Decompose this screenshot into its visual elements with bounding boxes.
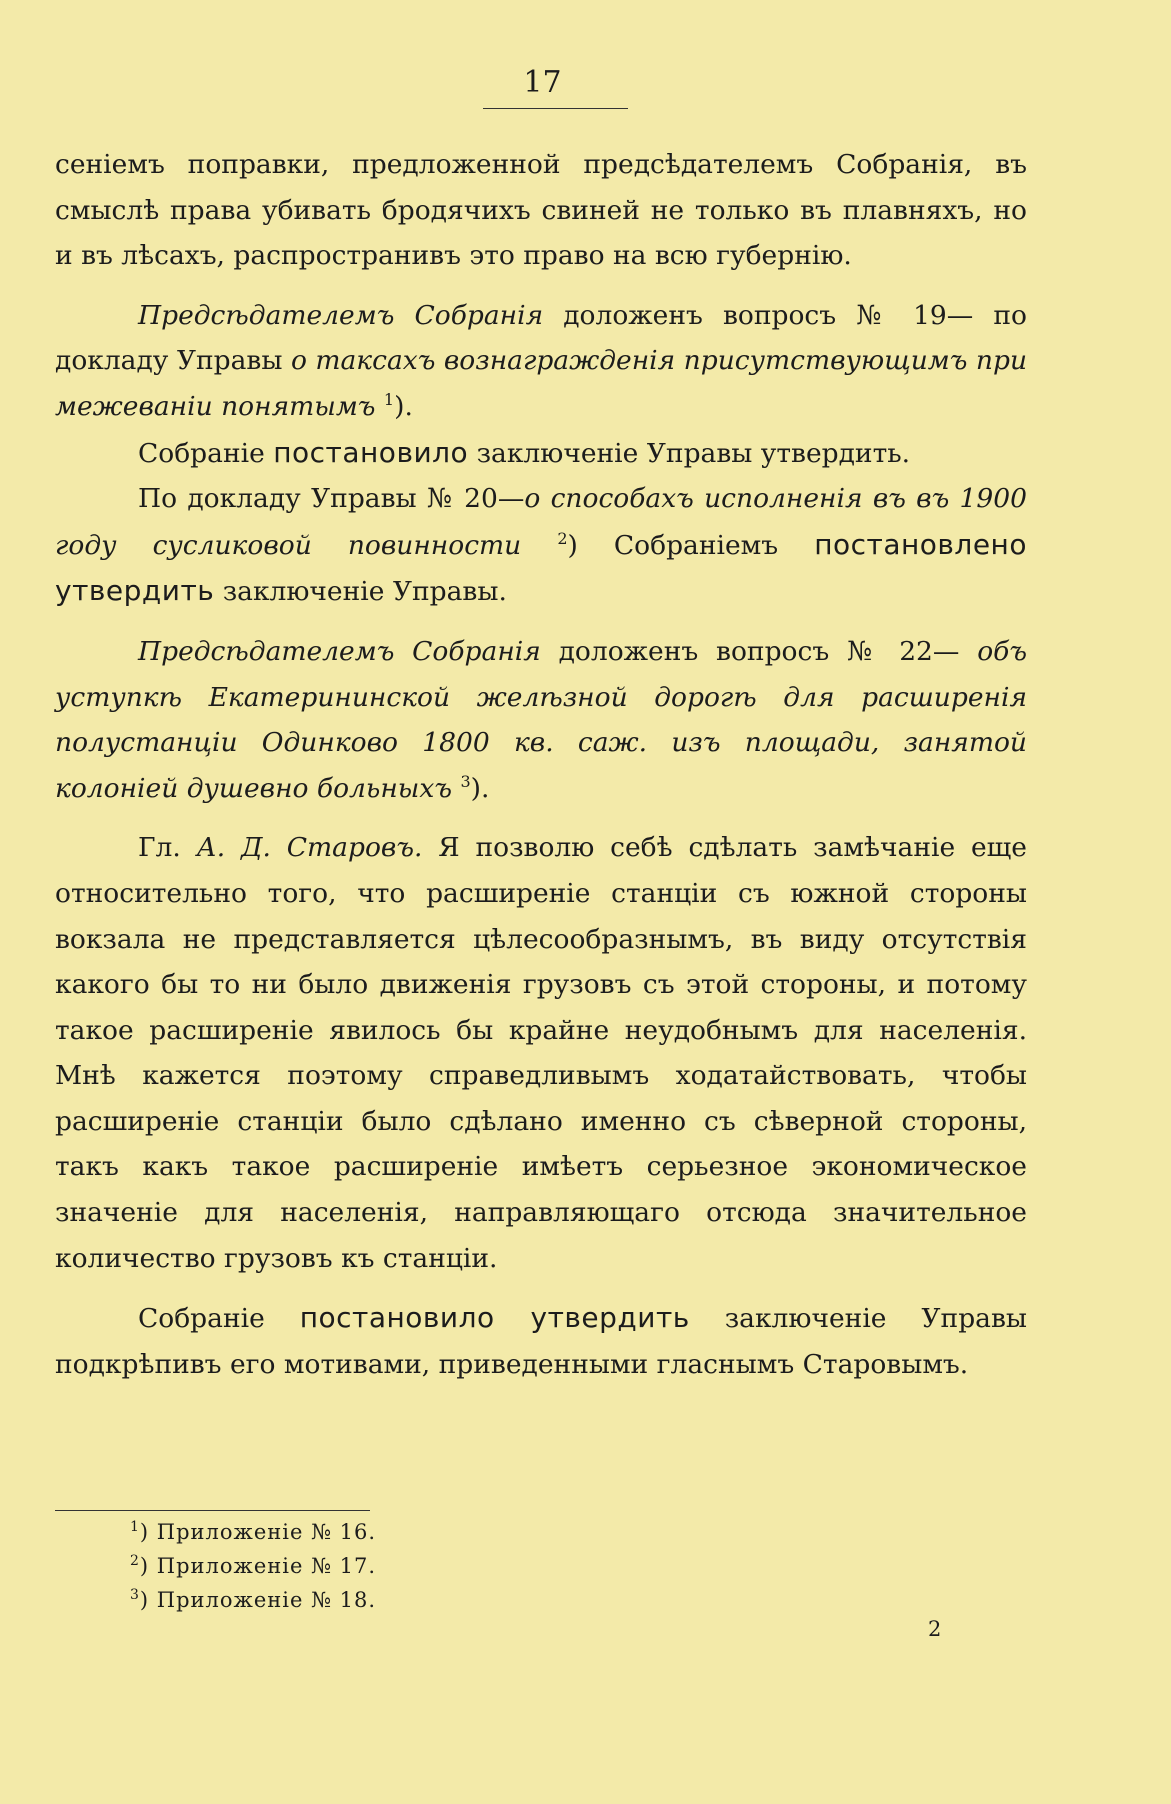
footnote-3 [130,1583,376,1617]
resolution-keyword: постановило [273,435,469,469]
paragraph-2-end: ). [394,390,413,422]
speech-text: Я позволю себѣ сдѣлать замѣчаніе еще относительно того, что расширеніе станціи съ южной стороны вокзала не представляется цѣлесообразнымъ, въ виду отсутствія какого бы то ни было движенія грузовъ съ этой стороны, и потому такое расширеніе явилось бы крайне неудобнымъ для населенія. Мнѣ кажется поэтому справедливымъ ходатайствовать, чтобы расширеніе станціи было сдѣлано именно съ сѣверной стороны, такъ какъ такое расширеніе имѣетъ серьезное экономическое значеніе для населенія, направляющаго отсюда значительное количество грузовъ къ станціи. [55,832,1027,1274]
page-number: 17 [523,65,562,100]
footnote-ref-1: 1 [383,389,395,409]
footnote-ref-2: 2 [557,528,568,548]
paragraph-3 [55,430,1027,477]
speaker-prefix: Гл. [138,832,197,864]
final-resolution-prefix: Собраніе [138,1303,300,1335]
question-22-text: доложенъ вопросъ № 22— [540,635,978,667]
footnote-2 [130,1549,376,1583]
footnote-3-text: ) Приложеніе № 18. [139,1588,377,1612]
paragraph-1 [55,142,1027,279]
speaker-name: А. Д. Старовъ. [196,832,423,864]
footnote-1 [130,1515,376,1549]
chairman-phrase-2: Предсѣдателемъ Собранія [138,635,541,667]
resolution-suffix: заключеніе Управы утвердить. [468,437,911,469]
paragraph-1-text: сеніемъ поправки, предложенной предсѣдателемъ Собранія, въ смыслѣ права убивать бродячихъ свиней не только въ плавняхъ, но и въ лѣсахъ, распространивъ это право на всю губернію. [55,149,1027,272]
report-20-middle: ) Собраніемъ [567,529,815,561]
footnote-2-text: ) Приложеніе № 17. [139,1554,377,1578]
paragraph-5 [55,629,1027,811]
question-19-title: о таксахъ вознагражденія присутствующимъ при межеваніи понятымъ [55,345,1028,422]
footnote-2-mark: 2 [130,1553,140,1569]
report-20-keyword: постановлено утвердить [55,527,1027,608]
footnote-1-mark: 1 [130,1519,140,1535]
paragraph-6 [55,825,1027,1281]
paragraph-7 [55,1295,1027,1387]
footnote-rule [55,1510,370,1511]
report-20-title: о способахъ исполненія въ въ 1900 году сусликовой повинности [55,483,1027,561]
paragraph-4 [55,476,1027,615]
paragraph-2 [55,293,1027,430]
signature-mark: 2 [928,1617,942,1641]
page-number-rule [483,108,628,109]
footnotes [130,1515,376,1617]
resolution-prefix: Собраніе [138,437,274,469]
body-text [55,142,1027,1387]
final-resolution-suffix: заключеніе Управы подкрѣпивъ его мотивами, приведенными гласнымъ Старовымъ. [55,1303,1027,1380]
chairman-phrase: Предсѣдателемъ Собранія [138,299,544,331]
question-19-text: доложенъ вопросъ № 19— по докладу Управы [55,299,1027,377]
report-20-suffix: заключеніе Управы. [214,576,507,608]
footnote-ref-3: 3 [460,771,471,791]
footnote-3-mark: 3 [130,1587,140,1603]
report-20-prefix: По докладу Управы № 20— [138,483,525,515]
final-resolution-keyword: постановило утвердить [299,1301,690,1335]
footnote-1-text: ) Приложеніе № 16. [139,1520,377,1544]
paragraph-5-end: ). [470,772,490,804]
question-22-title: объ уступкѣ Екатерининской желѣзной дорогѣ для расширенія полустанціи Одинково 1800 кв. саж. изъ площади, занятой колоніей душевно больныхъ [55,635,1028,804]
